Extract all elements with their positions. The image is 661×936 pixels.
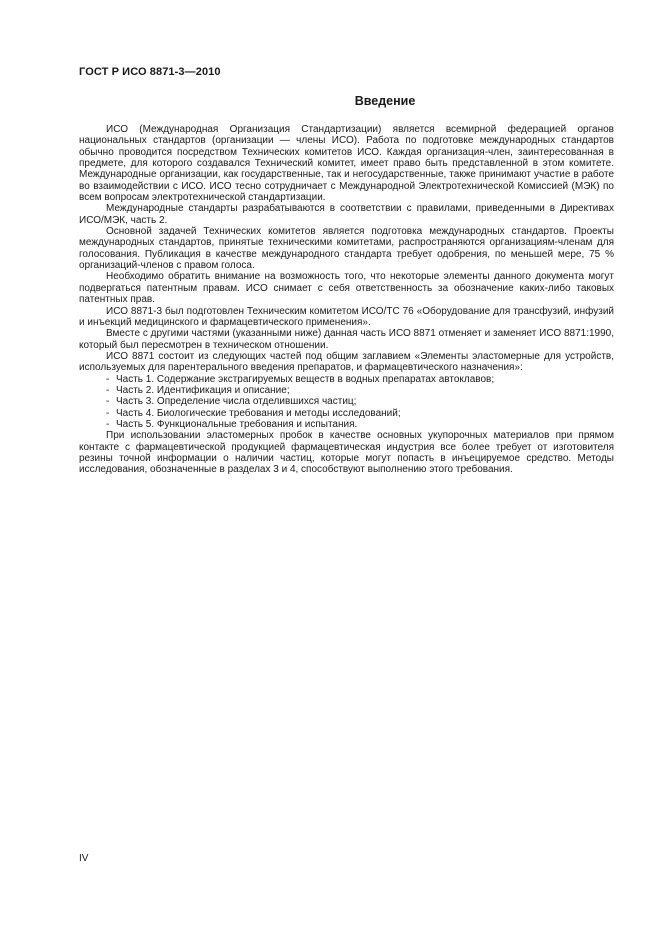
- list-item: [79, 385, 614, 396]
- list-item-text: Часть 2. Идентификация и описание;: [116, 384, 290, 396]
- list-item: [79, 419, 614, 430]
- list-item: [79, 408, 614, 419]
- paragraph: ИСО 8871 состоит из следующих частей под общим заглавием «Элементы эластомерные для устройств, используемых для парентерального введения препаратов, и фармацевтического назначения»:: [79, 350, 614, 374]
- list-dash: -: [106, 396, 110, 408]
- paragraph: ИСО 8871-3 был подготовлен Техническим комитетом ИСО/ТС 76 «Оборудование для трансфузий, инфузий и инъекций медицинского и фармацевтического применения».: [79, 305, 614, 328]
- list-item-text: Часть 5. Функциональные требования и испытания.: [116, 418, 358, 430]
- document-body: [79, 124, 614, 476]
- list-item-text: Часть 3. Определение числа отделившихся частиц;: [116, 396, 357, 408]
- document-header: ГОСТ Р ИСО 8871-3—2010: [79, 66, 221, 78]
- list-item: [79, 396, 614, 407]
- list-dash: -: [106, 418, 110, 430]
- paragraph: Основной задачей Технических комитетов является подготовка международных стандартов. Проекты международных стандартов, принятые техническими комитетами, распространяются организациям-членам для голосования. Публикация в качестве международного стандарта требует одобрения, по меньшей мере, 75 % организаций-членов с правом голоса.: [79, 226, 614, 272]
- paragraph: Вместе с другими частями (указанными ниже) данная часть ИСО 8871 отменяет и заменяет ИСО 8871:1990, который был пересмотрен в техническом отношении.: [79, 328, 614, 351]
- page-number: IV: [79, 853, 89, 864]
- section-title: Введение: [354, 94, 416, 108]
- list-item-text: Часть 1. Содержание экстрагируемых веществ в водных препаратах автоклавов;: [116, 373, 495, 385]
- list-dash: -: [106, 407, 110, 419]
- list-dash: -: [106, 384, 110, 396]
- list-item-text: Часть 4. Биологические требования и методы исследований;: [116, 407, 401, 419]
- paragraph: Необходимо обратить внимание на возможность того, что некоторые элементы данного документа могут подвергаться патентным правам. ИСО снимает с себя ответственность за обозначение каких-либо таковых патентных прав.: [79, 271, 614, 306]
- list-item: [79, 374, 614, 385]
- paragraph: ИСО (Международная Организация Стандартизации) является всемирной федерацией органов национальных стандартов (организации — члены ИСО). Работа по подготовке международных стандартов обычно проводится посредством Технических комитетов ИСО. Каждая организация-член, заинтересованная в предмете, для которого создавался Технический комитет, имеет право быть представленной в этом комитете. Международные организации, как государственные, так и негосударственные, также принимают участие в работе во взаимодействии с ИСО. ИСО тесно сотрудничает с Международной Электротехнической Комиссией (МЭК) по всем вопросам электротехнической стандартизации.: [79, 124, 614, 204]
- paragraph: Международные стандарты разрабатываются в соответствии с правилами, приведенными в Директивах ИСО/МЭК, часть 2.: [79, 203, 614, 226]
- paragraph: При использовании эластомерных пробок в качестве основных укупорочных материалов при прямом контакте с фармацевтической продукцией фармацевтическая индустрия все более требует от изготовителя резины точной информации о наличии частиц, которые могут попасть в инъецируемое средство. Методы исследования, обозначенные в разделах 3 и 4, способствуют выполнению этого требования.: [79, 430, 614, 476]
- list-dash: -: [106, 373, 110, 385]
